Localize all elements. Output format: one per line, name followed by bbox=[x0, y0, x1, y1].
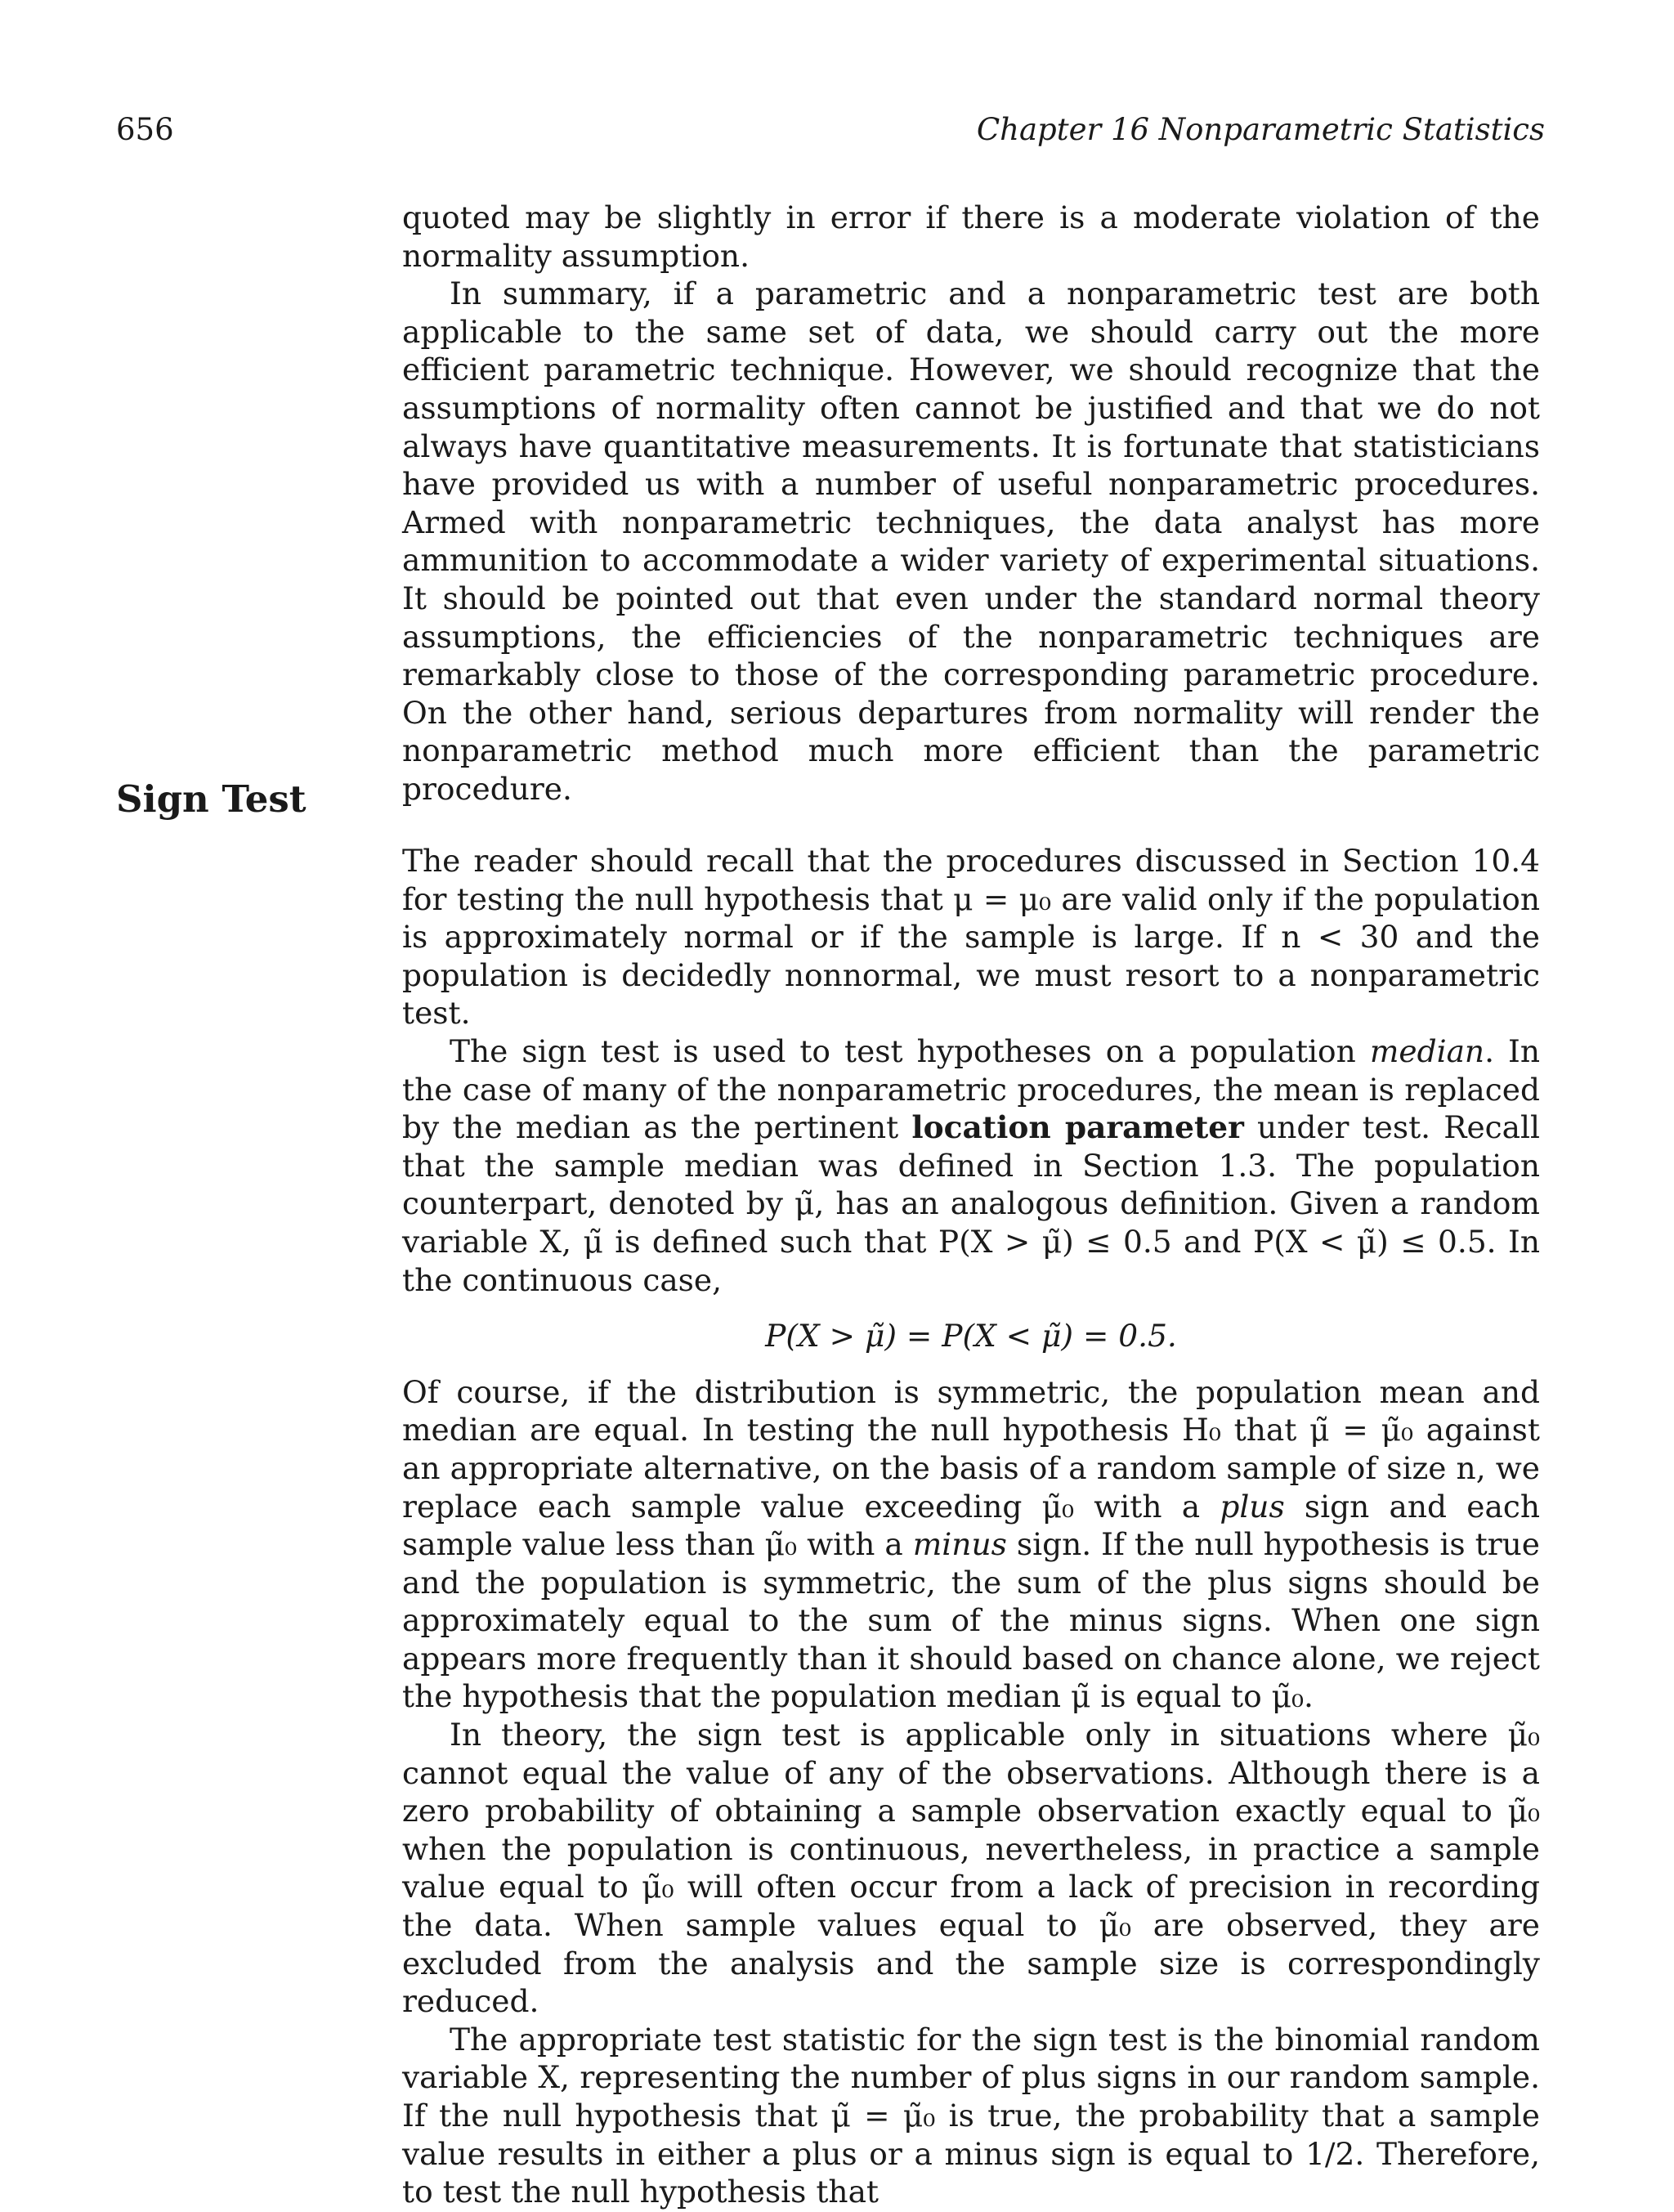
sign-test-paragraph-1: The reader should recall that the procedures discussed in Section 10.4 for testing the null hypothesis that μ = μ₀ are valid only if the population is approximately normal or if the sample is large. If n < 30 and the population is decidedly nonnormal, we must resort to a nonparametric test. bbox=[402, 843, 1540, 1032]
intro-paragraph-1: quoted may be slightly in error if there is a moderate violation of the normality assumption. bbox=[402, 199, 1540, 274]
location-parameter-term: location parameter bbox=[911, 1109, 1244, 1146]
running-head bbox=[116, 111, 1545, 149]
chapter-title: Chapter 16 Nonparametric Statistics bbox=[976, 112, 1545, 147]
sign-test-paragraph-5: The appropriate test statistic for the sign test is the binomial random variable X, representing the number of plus signs in our random sample. If the null hypothesis that μ̃ = μ̃₀ is true, the probability that a sample value results in either a plus or a minus sign is equal to 1/2. Therefore, to test the null hypothesis that bbox=[402, 2021, 1540, 2210]
paragraph-3-part-b: sign and each sample value less than μ̃₀ with a bbox=[402, 1488, 1540, 1563]
sign-test-paragraph-3 bbox=[402, 1373, 1540, 1716]
minus-emphasis: minus bbox=[912, 1526, 1007, 1563]
intro-text-block bbox=[402, 199, 1540, 808]
plus-emphasis: plus bbox=[1220, 1488, 1285, 1525]
sign-test-text-block bbox=[402, 842, 1540, 2211]
intro-paragraph-2: In summary, if a parametric and a nonparametric test are both applicable to the same set of data, we should carry out the more efficient parametric technique. However, we should recognize that the assumptions of normality often cannot be justified and that we do not always have quantitative measurements. It is fortunate that statisticians have provided us with a number of useful nonparametric procedures. Armed with nonparametric techniques, the data analyst has more ammunition to accommodate a wider variety of experimental situations. It should be pointed out that even under the standard normal theory assumptions, the efficiencies of the nonparametric techniques are remarkably close to those of the corresponding parametric procedure. On the other hand, serious departures from normality will render the nonparametric method much more efficient than the parametric procedure. bbox=[402, 275, 1540, 807]
paragraph-2-part-a: The sign test is used to test hypotheses on a population bbox=[450, 1032, 1370, 1069]
paragraph-3-part-c: sign. If the null hypothesis is true and the population is symmetric, the sum of the plus signs should be approximately equal to the sum of the minus signs. When one sign appears more frequently than it should based on chance alone, we reject the hypothesis that the population median μ̃ is equal to μ̃₀. bbox=[402, 1526, 1540, 1715]
sign-test-paragraph-2 bbox=[402, 1032, 1540, 1299]
display-equation: P(X > μ̃) = P(X < μ̃) = 0.5. bbox=[765, 1318, 1177, 1355]
median-emphasis: median bbox=[1369, 1032, 1485, 1069]
page-number: 656 bbox=[116, 112, 174, 147]
paragraph-2-part-b: . In the case of many of the nonparametric procedures, the mean is replaced by the median as the pertinent bbox=[402, 1032, 1541, 1146]
paragraph-2-part-c: under test. Recall that the sample median was defined in Section 1.3. The population counterpart, denoted by μ̃, has an analogous definition. Given a random variable X, μ̃ is defined such that P(X > μ̃) ≤ 0.5 and P(X < μ̃) ≤ 0.5. In the continuous case, bbox=[402, 1109, 1540, 1298]
section-heading: Sign Test bbox=[116, 777, 307, 821]
sign-test-paragraph-4: In theory, the sign test is applicable only in situations where μ̃₀ cannot equal the value of any of the observations. Although there is a zero probability of obtaining a sample observation exactly equal to μ̃₀ when the population is continuous, nevertheless, in practice a sample value equal to μ̃₀ will often occur from a lack of precision in recording the data. When sample values equal to μ̃₀ are observed, they are excluded from the analysis and the sample size is correspondingly reduced. bbox=[402, 1717, 1540, 2020]
paragraph-3-part-a: Of course, if the distribution is symmetric, the population mean and median are equal. In testing the null hypothesis H₀ that μ̃ = μ̃₀ against an appropriate alternative, on the basis of a random sample of size n, we replace each sample value exceeding μ̃₀ with a bbox=[402, 1373, 1540, 1525]
